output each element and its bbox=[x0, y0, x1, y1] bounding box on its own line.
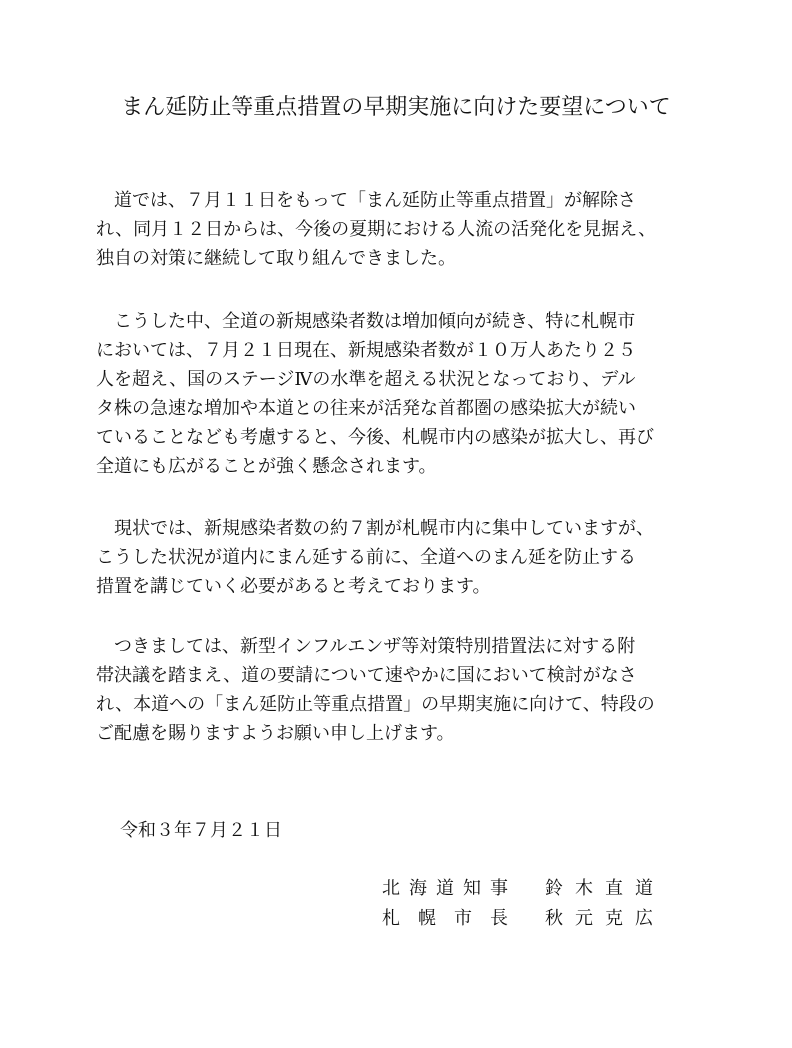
paragraph-line: こうした状況が道内にまん延する前に、全道へのまん延を防止する bbox=[96, 547, 636, 568]
paragraph-line: 人を超え、国のステージⅣの水準を超える状況となっており、デル bbox=[96, 369, 636, 390]
paragraph-line: 道では、７月１１日をもって「まん延防止等重点措置」が解除さ bbox=[96, 190, 636, 211]
paragraph-2 bbox=[96, 307, 708, 481]
signatory-name: 鈴木直道 bbox=[545, 878, 665, 899]
paragraph-line: 措置を講じていく必要があると考えております。 bbox=[96, 576, 491, 597]
paragraph-3 bbox=[96, 514, 708, 601]
paragraph-line: においては、７月２１日現在、新規感染者数が１０万人あたり２５ bbox=[96, 340, 636, 361]
signatory-role: 北海道知事 bbox=[382, 878, 517, 899]
paragraph-line: ていることなども考慮すると、今後、札幌市内の感染が拡大し、再び bbox=[96, 427, 654, 448]
paragraph-line: れ、同月１２日からは、今後の夏期における人流の活発化を見据え、 bbox=[96, 219, 657, 240]
signature-governor bbox=[382, 874, 665, 903]
paragraph-4 bbox=[96, 632, 708, 748]
signature-mayor bbox=[382, 904, 665, 933]
paragraph-line: 全道にも広がることが強く懸念されます。 bbox=[96, 456, 437, 477]
signatory-role: 札幌市長 bbox=[382, 908, 526, 929]
paragraph-line: 現状では、新規感染者数の約７割が札幌市内に集中していますが、 bbox=[96, 518, 654, 539]
paragraph-line: ご配慮を賜りますようお願い申し上げます。 bbox=[96, 723, 455, 744]
document-title: まん延防止等重点措置の早期実施に向けた要望について bbox=[121, 95, 671, 120]
paragraph-line: 独自の対策に継続して取り組んできました。 bbox=[96, 248, 456, 269]
paragraph-line: つきましては、新型インフルエンザ等対策特別措置法に対する附 bbox=[96, 636, 636, 657]
signatory-name: 秋元克広 bbox=[545, 908, 665, 929]
paragraph-line: れ、本道への「まん延防止等重点措置」の早期実施に向けて、特段の bbox=[96, 694, 655, 715]
paragraph-1 bbox=[96, 186, 708, 273]
paragraph-line: こうした中、全道の新規感染者数は増加傾向が続き、特に札幌市 bbox=[96, 311, 636, 332]
document-date: 令和３年７月２１日 bbox=[120, 820, 282, 841]
paragraph-line: 帯決議を踏まえ、道の要請について速やかに国において検討がなさ bbox=[96, 665, 637, 686]
paragraph-line: タ株の急速な増加や本道との往来が活発な首都圏の感染拡大が続い bbox=[96, 398, 636, 419]
